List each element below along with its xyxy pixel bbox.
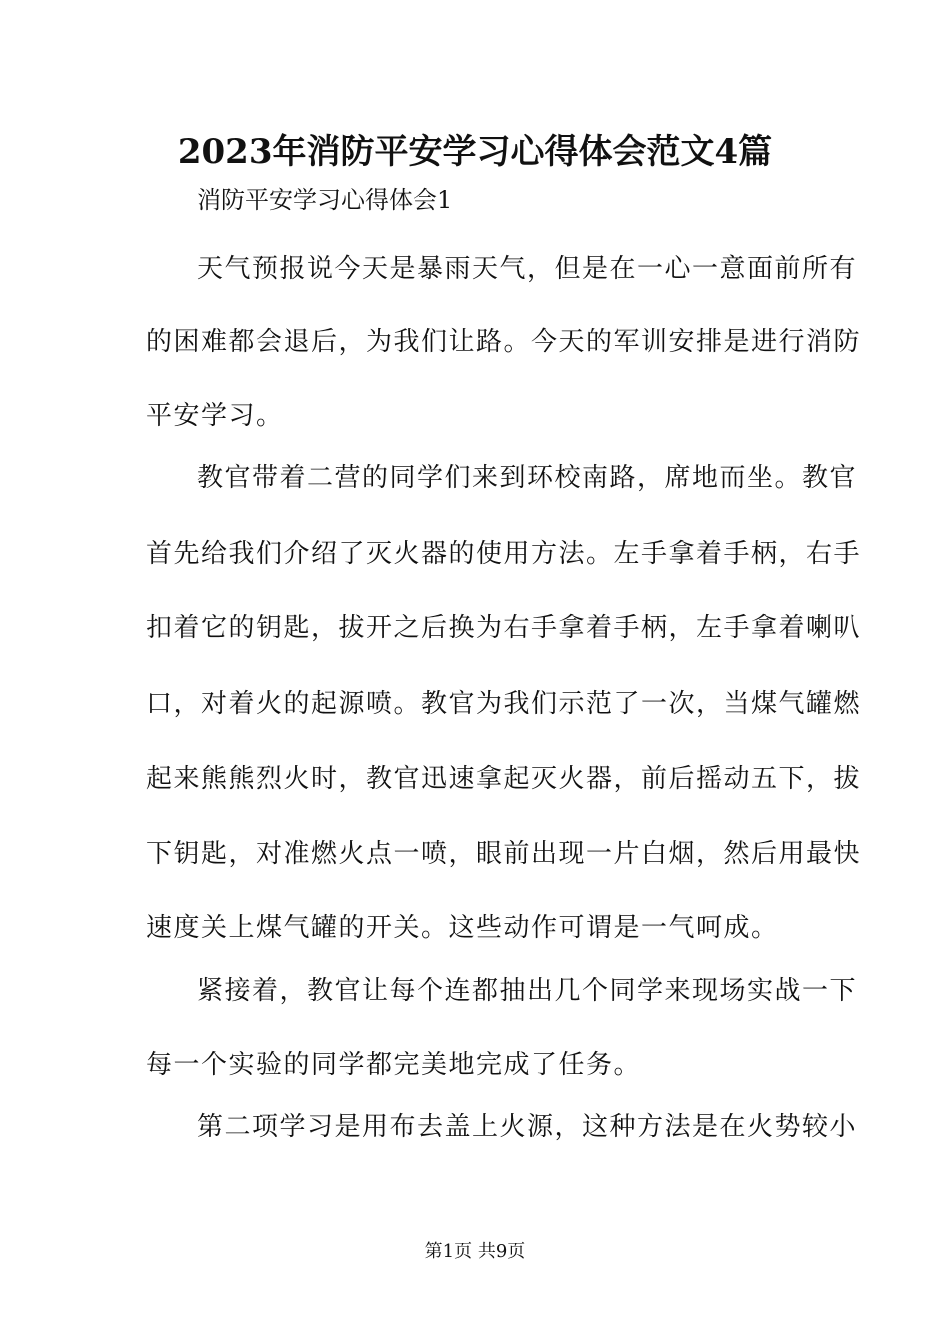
paragraph-line: 第二项学习是用布去盖上火源，这种方法是在火势较小 [197,1112,858,1142]
paragraph-line: 教官带着二营的同学们来到环校南路，席地而坐。教官 [197,463,858,493]
document-title: 2023年消防平安学习心得体会范文4篇 [177,132,773,172]
paragraph-line: 天气预报说今天是暴雨天气，但是在一心一意面前所有 [197,254,858,284]
paragraph-line: 扣着它的钥匙，拔开之后换为右手拿着手柄，左手拿着喇叭 [146,613,862,643]
paragraph-line: 首先给我们介绍了灭火器的使用方法。左手拿着手柄，右手 [146,539,862,569]
paragraph-line: 口，对着火的起源喷。教官为我们示范了一次，当煤气罐燃 [146,689,862,719]
section-heading: 消防平安学习心得体会1 [197,186,453,214]
paragraph-line: 紧接着，教官让每个连都抽出几个同学来现场实战一下 [197,976,858,1006]
paragraph-line: 起来熊熊烈火时，教官迅速拿起灭火器，前后摇动五下，拔 [146,764,862,794]
page-number-footer: 第1页 共9页 [424,1241,526,1262]
paragraph-line: 平安学习。 [146,401,284,431]
paragraph-line: 的困难都会退后，为我们让路。今天的军训安排是进行消防 [146,327,862,357]
paragraph-line: 每一个实验的同学都完美地完成了任务。 [146,1050,642,1080]
paragraph-line: 下钥匙，对准燃火点一喷，眼前出现一片白烟，然后用最快 [146,839,862,869]
paragraph-line: 速度关上煤气罐的开关。这些动作可谓是一气呵成。 [146,913,779,943]
